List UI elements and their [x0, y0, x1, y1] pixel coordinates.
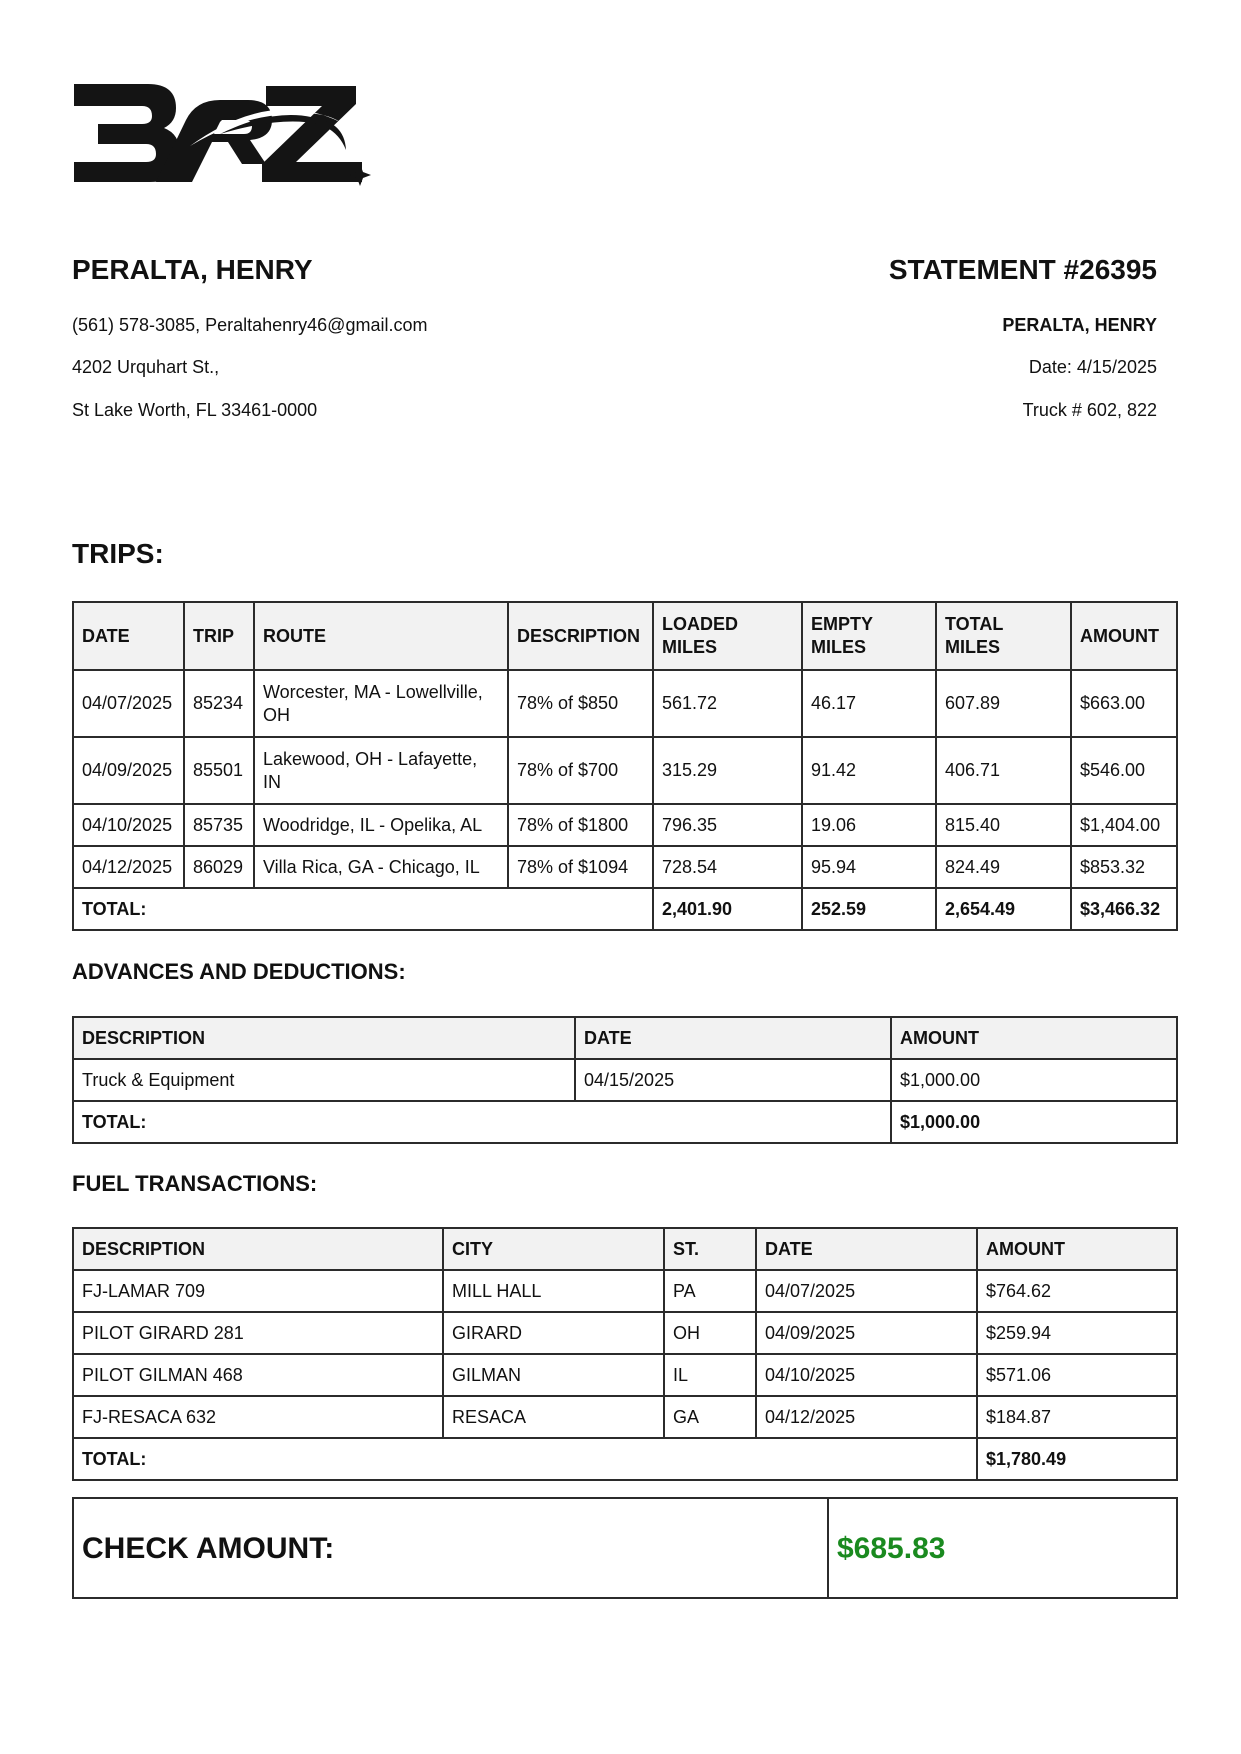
- trip-total-miles: 406.71: [936, 737, 1071, 804]
- fuel-state: GA: [664, 1396, 756, 1438]
- trip-date: 04/07/2025: [73, 670, 184, 737]
- table-row: [73, 1396, 1177, 1438]
- fuel-amount: $764.62: [977, 1270, 1177, 1312]
- trips-header-route: ROUTE: [254, 602, 508, 670]
- statement-title: STATEMENT #26395: [888, 254, 1157, 285]
- check-amount-value: $685.83: [828, 1498, 1177, 1598]
- trip-amount: $663.00: [1071, 670, 1177, 737]
- trip-description: 78% of $850: [508, 670, 653, 737]
- table-row: [73, 1312, 1177, 1354]
- trip-total-miles: 824.49: [936, 846, 1071, 888]
- payee-name: PERALTA, HENRY: [1002, 315, 1157, 335]
- fuel-city: RESACA: [443, 1396, 664, 1438]
- trips-total-empty: 252.59: [802, 888, 936, 930]
- trip-route: Villa Rica, GA - Chicago, IL: [254, 846, 508, 888]
- fuel-title: FUEL TRANSACTIONS:: [72, 1171, 318, 1196]
- address-line-1: 4202 Urquhart St.,: [72, 357, 220, 377]
- trip-description: 78% of $1094: [508, 846, 653, 888]
- trip-number: 85234: [184, 670, 254, 737]
- fuel-total-amount: $1,780.49: [977, 1438, 1177, 1480]
- fuel-city: GIRARD: [443, 1312, 664, 1354]
- trip-date: 04/12/2025: [73, 846, 184, 888]
- fuel-date: 04/07/2025: [756, 1270, 977, 1312]
- trip-empty-miles: 95.94: [802, 846, 936, 888]
- table-row: [73, 737, 1177, 804]
- fuel-header-city: CITY: [443, 1228, 664, 1270]
- trips-header-empty-miles: EMPTY MILES: [802, 602, 936, 670]
- trip-loaded-miles: 796.35: [653, 804, 802, 846]
- trips-header-trip: TRIP: [184, 602, 254, 670]
- fuel-header-state: ST.: [664, 1228, 756, 1270]
- fuel-header-description: DESCRIPTION: [73, 1228, 443, 1270]
- truck-number: Truck # 602, 822: [1022, 400, 1157, 420]
- fuel-description: FJ-RESACA 632: [73, 1396, 443, 1438]
- contact-info: (561) 578-3085, Peraltahenry46@gmail.com: [72, 315, 428, 335]
- trip-description: 78% of $700: [508, 737, 653, 804]
- fuel-city: MILL HALL: [443, 1270, 664, 1312]
- trips-total-label: TOTAL:: [73, 888, 653, 930]
- advance-date: 04/15/2025: [575, 1059, 891, 1101]
- trip-date: 04/09/2025: [73, 737, 184, 804]
- fuel-table: [72, 1227, 1178, 1481]
- fuel-state: OH: [664, 1312, 756, 1354]
- table-row: [73, 670, 1177, 737]
- advances-total-label: TOTAL:: [73, 1101, 891, 1143]
- trip-number: 86029: [184, 846, 254, 888]
- fuel-description: PILOT GIRARD 281: [73, 1312, 443, 1354]
- trip-description: 78% of $1800: [508, 804, 653, 846]
- check-amount-box: [72, 1497, 1178, 1599]
- table-row: [73, 846, 1177, 888]
- trip-route: Worcester, MA - Lowellville, OH: [254, 670, 508, 737]
- fuel-state: PA: [664, 1270, 756, 1312]
- trip-number: 85501: [184, 737, 254, 804]
- advances-total-amount: $1,000.00: [891, 1101, 1177, 1143]
- trip-empty-miles: 46.17: [802, 670, 936, 737]
- trips-total-miles: 2,654.49: [936, 888, 1071, 930]
- trip-amount: $853.32: [1071, 846, 1177, 888]
- trip-loaded-miles: 561.72: [653, 670, 802, 737]
- trip-loaded-miles: 728.54: [653, 846, 802, 888]
- fuel-city: GILMAN: [443, 1354, 664, 1396]
- trip-date: 04/10/2025: [73, 804, 184, 846]
- brz-logo: [70, 78, 390, 190]
- fuel-description: PILOT GILMAN 468: [73, 1354, 443, 1396]
- check-amount-label: CHECK AMOUNT:: [73, 1498, 828, 1598]
- statement-date: Date: 4/15/2025: [1028, 357, 1157, 377]
- fuel-date: 04/10/2025: [756, 1354, 977, 1396]
- advances-header-description: DESCRIPTION: [73, 1017, 575, 1059]
- trip-number: 85735: [184, 804, 254, 846]
- advances-header-amount: AMOUNT: [891, 1017, 1177, 1059]
- trips-header-description: DESCRIPTION: [508, 602, 653, 670]
- fuel-description: FJ-LAMAR 709: [73, 1270, 443, 1312]
- advance-amount: $1,000.00: [891, 1059, 1177, 1101]
- advances-table: [72, 1016, 1178, 1144]
- table-row: [73, 1270, 1177, 1312]
- fuel-total-row: [73, 1438, 1177, 1480]
- trips-total-amount: $3,466.32: [1071, 888, 1177, 930]
- trips-header-date: DATE: [73, 602, 184, 670]
- trip-total-miles: 815.40: [936, 804, 1071, 846]
- advances-total-row: [73, 1101, 1177, 1143]
- fuel-total-label: TOTAL:: [73, 1438, 977, 1480]
- trips-total-row: [73, 888, 1177, 930]
- fuel-date: 04/12/2025: [756, 1396, 977, 1438]
- fuel-header-date: DATE: [756, 1228, 977, 1270]
- fuel-amount: $571.06: [977, 1354, 1177, 1396]
- advances-title: ADVANCES AND DEDUCTIONS:: [72, 959, 406, 984]
- trip-amount: $546.00: [1071, 737, 1177, 804]
- trip-route: Lakewood, OH - Lafayette, IN: [254, 737, 508, 804]
- trips-table: [72, 601, 1178, 931]
- trips-header-amount: AMOUNT: [1071, 602, 1177, 670]
- table-row: [73, 1354, 1177, 1396]
- fuel-header-amount: AMOUNT: [977, 1228, 1177, 1270]
- address-line-2: St Lake Worth, FL 33461-0000: [72, 400, 318, 420]
- advance-description: Truck & Equipment: [73, 1059, 575, 1101]
- trip-loaded-miles: 315.29: [653, 737, 802, 804]
- trip-empty-miles: 91.42: [802, 737, 936, 804]
- fuel-state: IL: [664, 1354, 756, 1396]
- trips-total-loaded: 2,401.90: [653, 888, 802, 930]
- table-row: [73, 804, 1177, 846]
- trip-route: Woodridge, IL - Opelika, AL: [254, 804, 508, 846]
- table-row: [73, 1059, 1177, 1101]
- driver-name: PERALTA, HENRY: [72, 254, 313, 285]
- advances-header-date: DATE: [575, 1017, 891, 1059]
- fuel-date: 04/09/2025: [756, 1312, 977, 1354]
- trip-empty-miles: 19.06: [802, 804, 936, 846]
- trip-total-miles: 607.89: [936, 670, 1071, 737]
- trips-header-loaded-miles: LOADED MILES: [653, 602, 802, 670]
- trips-header-total-miles: TOTAL MILES: [936, 602, 1071, 670]
- fuel-amount: $184.87: [977, 1396, 1177, 1438]
- trips-title: TRIPS:: [72, 538, 164, 569]
- fuel-amount: $259.94: [977, 1312, 1177, 1354]
- trip-amount: $1,404.00: [1071, 804, 1177, 846]
